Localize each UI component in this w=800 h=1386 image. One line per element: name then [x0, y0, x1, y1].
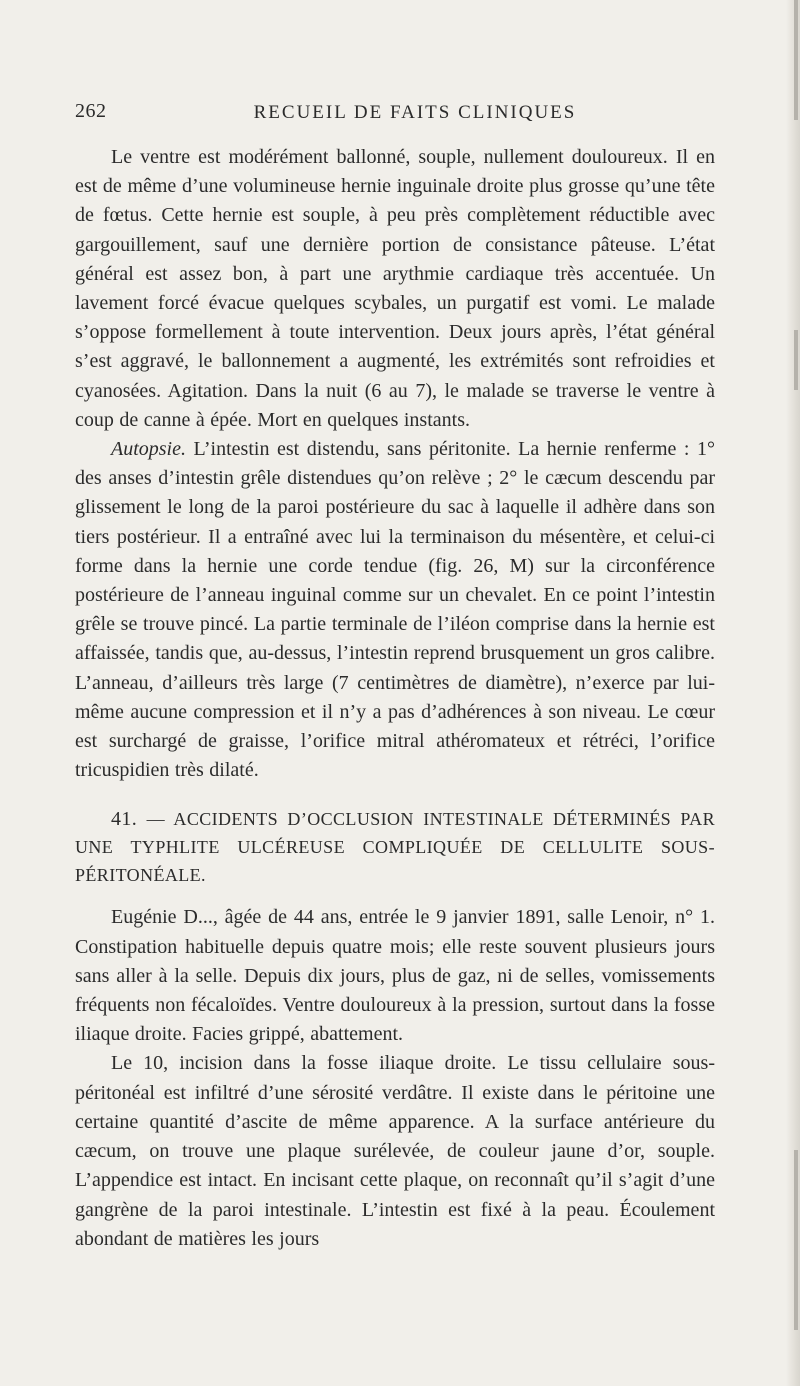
- edge-mark: [794, 1150, 798, 1330]
- section-number: 41.: [111, 808, 138, 831]
- edge-mark: [794, 0, 798, 120]
- autopsy-text: L’intestin est distendu, sans péritonite. La hernie renferme : 1° des anses d’intestin grêle distendues qu’on relève ; 2° le cæcum descendu par glissement le long de la paroi postérieure du sac à laquelle il adhère dans son tiers postérieur. Il a entraîné avec lui la terminaison du mésentère, et celui-ci forme dans la hernie une corde tendue (fig. 26, M) sur la circonférence postérieure de l’anneau inguinal comme sur un chevalet. En ce point l’intestin grêle se trouve pincé. La partie terminale de l’iléon comprise dans la hernie est affaissée, tandis que, au-dessus, l’intestin reprend brusquement un gros calibre. L’anneau, d’ailleurs très large (7 centimètres de diamètre), n’exerce par lui-même aucune compression et il n’y a pas d’adhérences à son niveau. Le cœur est surchargé de graisse, l’orifice mitral athéromateux et rétréci, l’orifice tricuspidien très dilaté.: [75, 438, 715, 782]
- paragraph-case-history: Eugénie D..., âgée de 44 ans, entrée le 9 janvier 1891, salle Lenoir, n° 1. Constipation habituelle depuis quatre mois; elle reste souvent plusieurs jours sans aller à la selle. Depuis dix jours, plus de gaz, ni de selles, vomissements fréquents non fécaloïdes. Ventre douloureux à la pression, surtout dans la fosse iliaque droite. Facies grippé, abattement.: [75, 906, 715, 1046]
- page-header: [75, 100, 715, 130]
- page-number: 262: [75, 100, 107, 122]
- section-heading: [75, 805, 715, 889]
- running-title: RECUEIL DE FAITS CLINIQUES: [253, 102, 577, 123]
- paragraph-clinical-course: Le ventre est modérément ballonné, souple, nullement douloureux. Il en est de même d’une volumineuse hernie inguinale droite plus grosse qu’une tête de fœtus. Cette hernie est souple, à peu près complètement réductible avec gargouillement, sauf une dernière portion de consistance pâteuse. L’état général est assez bon, à part une arythmie cardiaque très accentuée. Un lavement forcé évacue quelques scybales, un purgatif est vomi. Le malade s’oppose formellement à toute intervention. Deux jours après, l’état général s’est aggravé, le ballonnement a augmenté, les extrémités sont refroidies et cyanosées. Agitation. Dans la nuit (6 au 7), le malade se traverse le ventre à coup de canne à épée. Mort en quelques instants.: [75, 146, 715, 431]
- page-edge-shadow: [786, 0, 800, 1386]
- autopsy-lead: Autopsie.: [111, 438, 186, 461]
- body-text: [75, 143, 715, 1254]
- paragraph-autopsy: [75, 435, 715, 785]
- section-dash: —: [137, 809, 174, 830]
- section-title: ACCIDENTS D’OCCLUSION INTESTINALE DÉTERMINÉS PAR UNE TYPHLITE ULCÉREUSE COMPLIQUÉE DE CELLULITE SOUS-PÉRITONÉALE.: [75, 809, 715, 886]
- edge-mark: [794, 330, 798, 390]
- paragraph-operation: Le 10, incision dans la fosse iliaque droite. Le tissu cellulaire sous-péritonéal est infiltré d’une sérosité verdâtre. Il existe dans le péritoine une certaine quantité d’ascite de même apparence. A la surface antérieure du cæcum, on trouve une plaque surélevée, de couleur jaune d’or, souple. L’appendice est intact. En incisant cette plaque, on reconnaît qu’il s’agit d’une gangrène de la paroi intestinale. L’intestin est fixé à la peau. Écoulement abondant de matières les jours: [75, 1052, 715, 1250]
